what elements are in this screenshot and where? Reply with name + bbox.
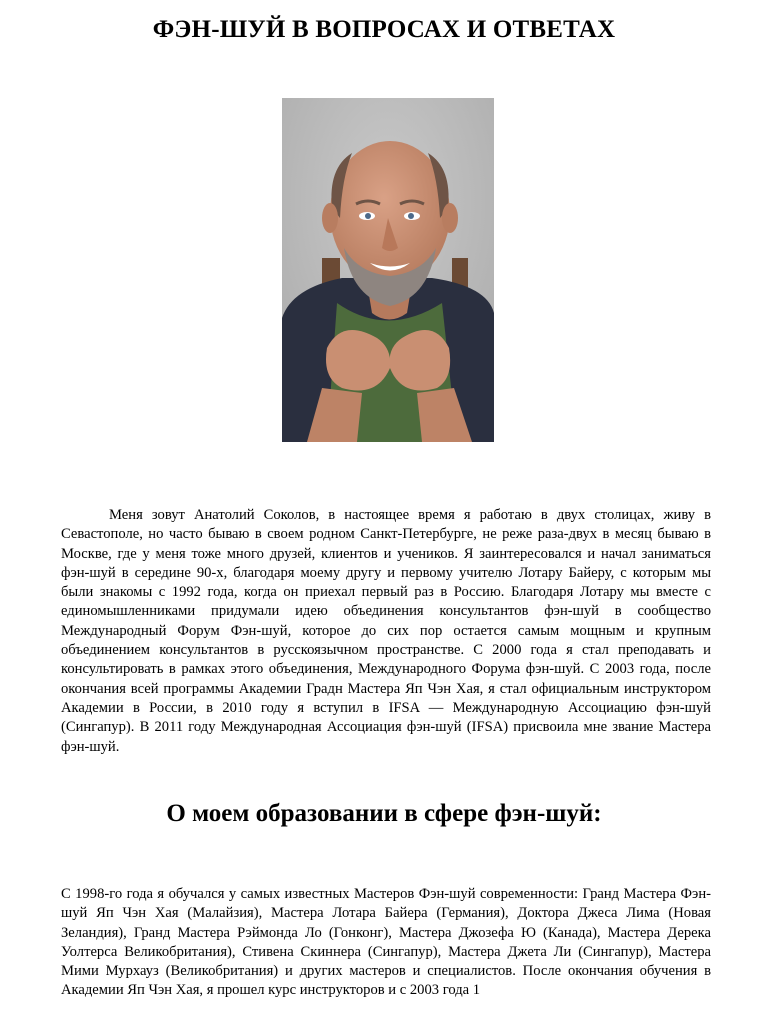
author-portrait (282, 98, 494, 442)
document-title: ФЭН-ШУЙ В ВОПРОСАХ И ОТВЕТАХ (152, 16, 616, 43)
intro-paragraph: Меня зовут Анатолий Соколов, в настоящее время я работаю в двух столицах, живу в Севастополе, но часто бываю в своем родном Санкт-Петербурге, не реже раза-двух в месяц бываю в Москве, где у меня тоже много друзей, клиентов и учеников. Я заинтересовался и начал заниматься фэн-шуй в середине 90-х, благодаря моему другу и первому учителю Лотару Байеру, с которым мы были знакомы с 1992 года, когда он приехал первый раз в Россию. Благодаря Лотару мы вместе с единомышленниками придумали идею объединения консультантов фэн-шуй в сообщество Международный Форум Фэн-шуй, которое до сих пор остается самым мощным и крупным объединением консультантов в русскоязычном пространстве. С 2000 года я стал преподавать и консультировать в рамках этого объединения, Международного Форума фэн-шуй. С 2003 года, после окончания всей программы Академии Градн Мастера Яп Чэн Хая, я стал официальным инструктором Академии в России, в 2010 году я вступил в IFSA — Международную Ассоциацию фэн-шуй (Сингапур). В 2011 году Международная Ассоциация фэн-шуй (IFSA) присвоила мне звание Мастера фэн-шуй. (61, 507, 711, 755)
portrait-photo-icon (282, 98, 494, 442)
section-heading-education: О моем образовании в сфере фэн-шуй: (166, 800, 602, 827)
education-paragraph: С 1998-го года я обучался у самых известных Мастеров Фэн-шуй современности: Гранд Мастера Фэн-шуй Яп Чэн Хая (Малайзия), Мастера Лотара Байера (Германия), Доктора Джеса Лима (Новая Зеландия), Гранд Мастера Рэймонда Ло (Гонконг), Мастера Джозефа Ю (Канада), Мастера Дерека Уолтерса Великобритания), Стивена Скиннера (Сингапур), Мастера Джета Ли (Сингапур), Мастера Мими Мурхауз (Великобритания) и других мастеров и специалистов. После окончания обучения в Академии Яп Чэн Хая, я прошел курс инструкторов и с 2003 года 1 (61, 886, 711, 999)
